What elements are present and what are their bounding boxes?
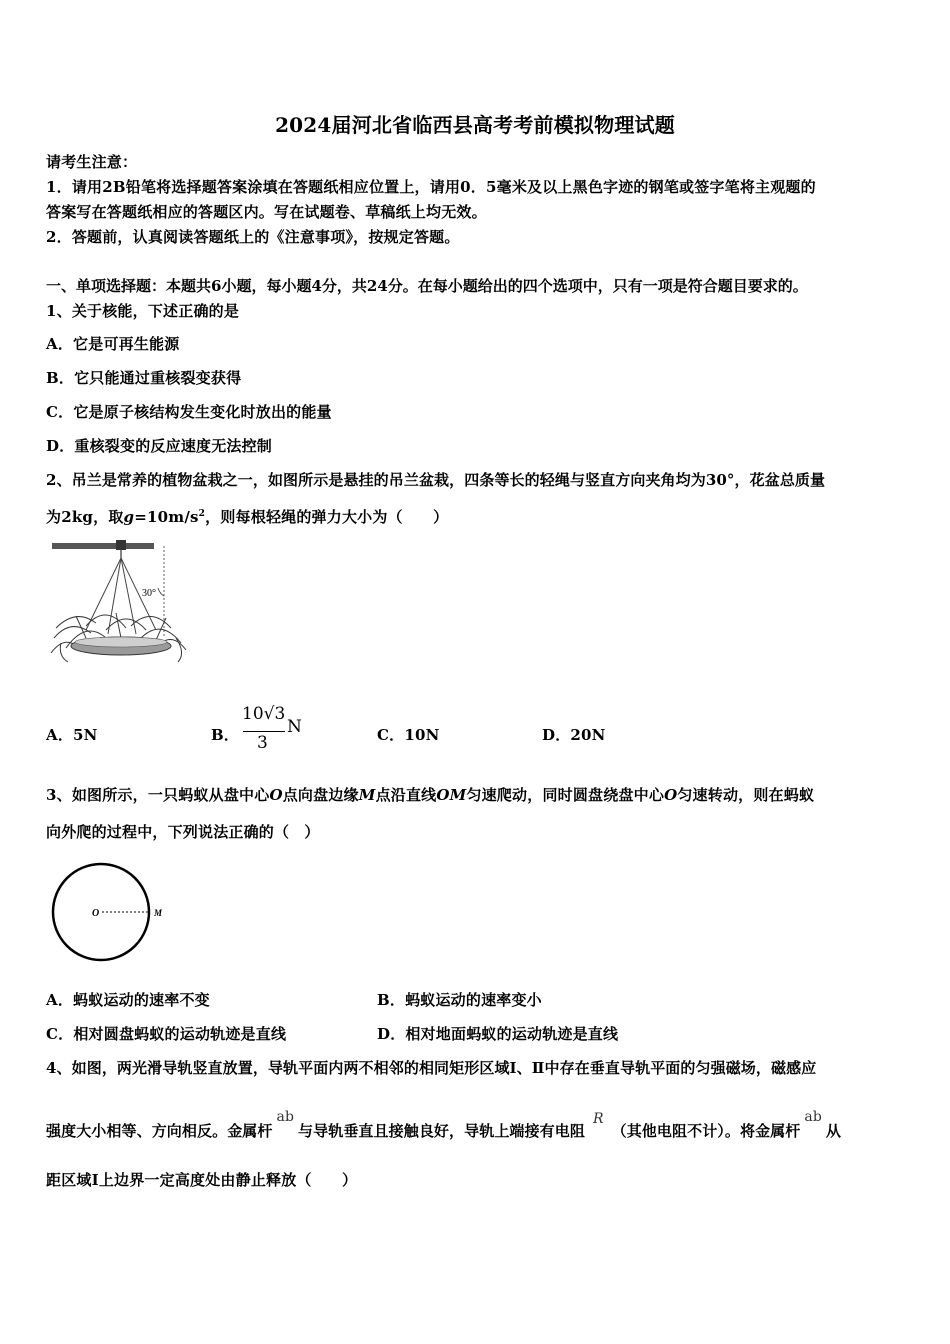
notice-line-2: 答案写在答题纸相应的答题区内。写在试题卷、草稿纸上均无效。 xyxy=(46,203,487,221)
q1-option-c: C．它是原子核结构发生变化时放出的能量 xyxy=(46,403,332,421)
q4-stem-line-3: 距区域Ⅰ上边界一定高度处由静止释放（ ） xyxy=(46,1171,358,1189)
hook xyxy=(116,540,126,550)
q2-stem-line-1: 2、吊兰是常养的植物盆栽之一，如图所示是悬挂的吊兰盆栽，四条等长的轻绳与竖直方向夹角均为30°，花盆总质量 xyxy=(46,471,826,489)
notice-heading: 请考生注意： xyxy=(46,153,138,171)
q3-stem-line-2: 向外爬的过程中，下列说法正确的（ ） xyxy=(46,823,320,841)
q4-text-b: 与导轨垂直且接触良好，导轨上端接有电阻 xyxy=(298,1122,585,1140)
q1-stem: 1、关于核能，下述正确的是 xyxy=(46,302,240,320)
q2-stem-text-c: ，则每根轻绳的弹力大小为（ ） xyxy=(205,508,449,526)
fraction-unit: N xyxy=(287,717,302,737)
q2-option-a: A．5N xyxy=(46,726,98,744)
angle-label: 30° xyxy=(142,588,156,599)
q3-symbol-om: OM xyxy=(436,786,467,804)
q2-option-c: C．10N xyxy=(377,726,440,744)
q3-text-c: 点沿直线 xyxy=(375,786,437,804)
q3-option-d: D．相对地面蚂蚁的运动轨迹是直线 xyxy=(377,1025,619,1043)
q3-text-e: 匀速转动，则在蚂蚁 xyxy=(677,786,815,804)
q3-option-b: B．蚂蚁运动的速率变小 xyxy=(377,991,542,1009)
ceiling-bar xyxy=(52,543,154,549)
q1-option-a: A．它是可再生能源 xyxy=(46,335,180,353)
q3-symbol-o-2: O xyxy=(664,786,678,804)
q3-symbol-o: O xyxy=(269,786,283,804)
q3-option-a: A．蚂蚁运动的速率不变 xyxy=(46,991,210,1009)
section-1-heading: 一、单项选择题：本题共6小题，每小题4分，共24分。在每小题给出的四个选项中，只有一项是符合题目要求的。 xyxy=(46,277,808,295)
q2-option-b-label: B． xyxy=(211,726,240,744)
rope-1 xyxy=(86,558,121,630)
q4-symbol-ab: ab xyxy=(276,1109,295,1125)
edge-label-m: M xyxy=(154,908,163,918)
q3-text-d: 匀速爬动，同时圆盘绕盘中心 xyxy=(466,786,665,804)
q2-stem-text-b: =10m/s xyxy=(134,508,199,526)
notice-line-1: 1．请用2B铅笔将选择题答案涂填在答题纸相应位置上，请用0．5毫米及以上黑色字迹的钢笔或签字笔将主观题的 xyxy=(46,178,816,196)
fraction-bar xyxy=(243,731,285,732)
q3-stem-line-1 xyxy=(46,788,814,803)
page-title: 2024届河北省临西县高考考前模拟物理试题 xyxy=(275,113,675,137)
hanging-plant-figure xyxy=(46,538,191,666)
pot-rim xyxy=(75,637,167,647)
fraction-numerator: 10√3 xyxy=(242,704,286,724)
rotating-disc-figure xyxy=(46,860,161,965)
q4-text-a: 强度大小相等、方向相反。金属杆 xyxy=(46,1122,273,1140)
q2-option-b-fraction xyxy=(240,703,310,759)
q2-exponent: 2 xyxy=(198,509,206,519)
q4-text-d: 从 xyxy=(825,1122,842,1140)
q3-text-b: 点向盘边缘 xyxy=(282,786,359,804)
q3-text-a: 3、如图所示，一只蚂蚁从盘中心 xyxy=(46,786,270,804)
q2-stem-text-a: 为2kg，取 xyxy=(46,508,124,526)
center-label-o: O xyxy=(92,908,100,919)
q2-symbol-g: g xyxy=(123,508,135,526)
fraction-denominator: 3 xyxy=(257,733,268,753)
q2-stem-line-2 xyxy=(46,510,448,525)
q4-stem-line-1: 4、如图，两光滑导轨竖直放置，导轨平面内两不相邻的相同矩形区域Ⅰ、Ⅱ中存在垂直导轨平面的匀强磁场，磁感应 xyxy=(46,1059,817,1077)
q4-symbol-r: R xyxy=(592,1111,604,1127)
q1-option-b: B．它只能通过重核裂变获得 xyxy=(46,369,242,387)
angle-arc xyxy=(158,588,164,596)
q2-option-d: D．20N xyxy=(542,726,606,744)
q4-stem-line-2 xyxy=(46,1109,842,1140)
q4-text-c: （其他电阻不计）。将金属杆 xyxy=(611,1122,801,1140)
q3-option-c: C．相对圆盘蚂蚁的运动轨迹是直线 xyxy=(46,1025,287,1043)
q4-symbol-ab-2: ab xyxy=(804,1109,822,1125)
notice-line-3: 2．答题前，认真阅读答题纸上的《注意事项》，按规定答题。 xyxy=(46,228,460,246)
q1-option-d: D．重核裂变的反应速度无法控制 xyxy=(46,437,273,455)
rope-3 xyxy=(121,558,136,634)
q3-symbol-m: M xyxy=(358,786,376,804)
